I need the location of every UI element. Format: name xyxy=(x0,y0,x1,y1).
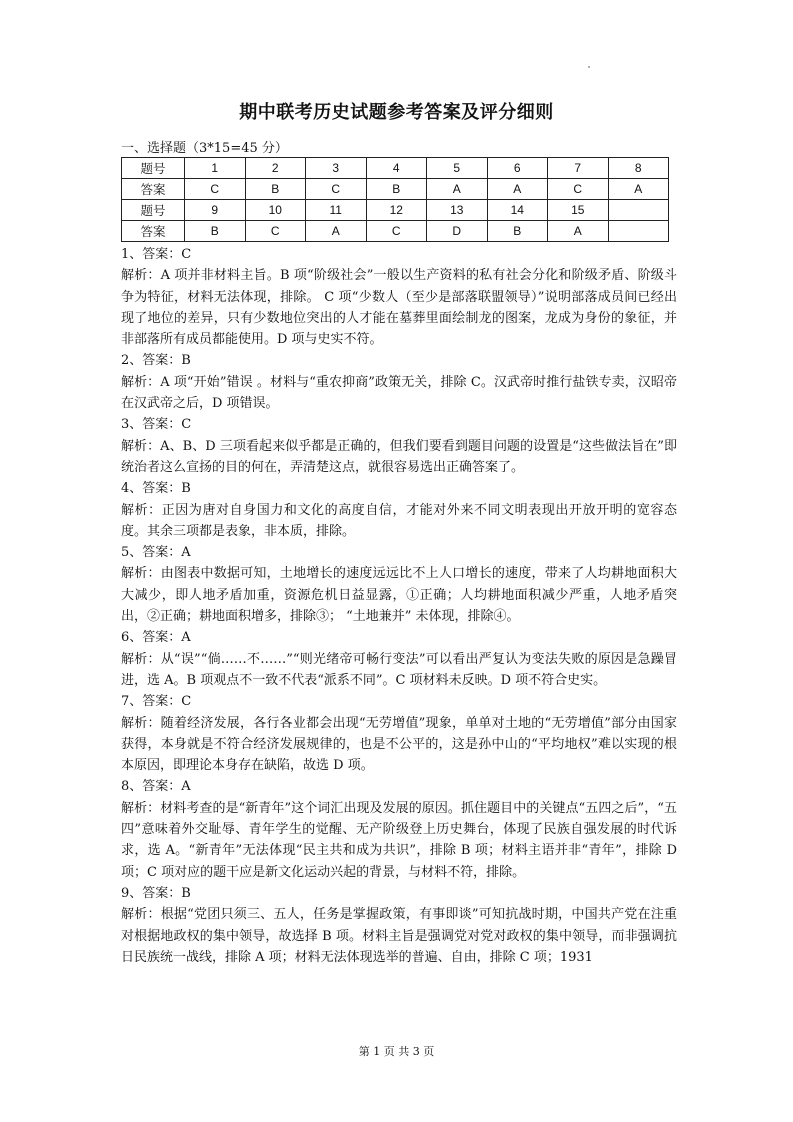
table-cell: 9 xyxy=(185,200,246,221)
table-cell: 12 xyxy=(366,200,427,221)
question-block xyxy=(121,350,677,414)
question-block xyxy=(121,691,677,776)
answer-line: 6、答案：A xyxy=(121,630,191,646)
explanation-text: 解析：根据“党团只须三、五人，任务是掌握政策，有事即谈”可知抗战时期，中国共产党在注重对根据地政权的集中领导，故选择 B 项。材料主旨是强调党对党对政权的集中领导，而非强调抗日民族统一战线，排除 A 项；材料无法体现选举的普遍、自由，排除 C 项；1931 xyxy=(121,907,677,965)
answer-line: 9、答案：B xyxy=(121,885,191,901)
table-row xyxy=(122,179,669,200)
table-row xyxy=(122,221,669,242)
table-cell: B xyxy=(487,221,548,242)
answer-table xyxy=(121,157,669,242)
table-cell xyxy=(608,221,669,242)
question-block xyxy=(121,542,677,627)
explanation-text: 解析：由图表中数据可知，土地增长的速度远远比不上人口增长的速度，带来了人均耕地面积大大减少，即人地矛盾加重，资源危机日益显露，①正确；人均耕地面积减少严重，人地矛盾突出，②正确；耕地面积增多，排除③； “土地兼并” 未体现，排除④。 xyxy=(121,566,677,625)
question-block xyxy=(121,244,677,350)
table-cell: 14 xyxy=(487,200,548,221)
table-row-label: 题号 xyxy=(122,200,185,221)
table-cell: 2 xyxy=(245,158,306,179)
table-cell: C xyxy=(366,221,427,242)
table-cell: 10 xyxy=(245,200,306,221)
table-row-label: 题号 xyxy=(122,158,185,179)
table-cell: C xyxy=(306,179,367,200)
table-cell: 8 xyxy=(608,158,669,179)
explanations xyxy=(121,244,677,968)
answer-line: 7、答案：C xyxy=(121,694,192,710)
explanation-text: 解析：A 项并非材料主旨。B 项“阶级社会”一般以生产资料的私有社会分化和阶级矛盾、阶级斗争为特征，材料无法体现，排除。 C 项“少数人（至少是部落联盟领导）”说明部落成员间已经出现了地位的差异，只有少数地位突出的人才能在墓葬里面绘制龙的图案，龙成为身份的象征，并非部落所有成员都能使用。D 项与史实不符。 xyxy=(121,268,677,348)
table-cell: 3 xyxy=(306,158,367,179)
table-cell: D xyxy=(427,221,488,242)
table-cell: A xyxy=(548,221,609,242)
section-heading: 一、选择题（3*15=45 分） xyxy=(121,141,288,156)
question-block xyxy=(121,776,677,882)
answer-line: 3、答案：C xyxy=(121,417,192,433)
table-row-label: 答案 xyxy=(122,179,185,200)
answer-line: 8、答案：A xyxy=(121,779,191,795)
table-cell: 15 xyxy=(548,200,609,221)
table-cell: 11 xyxy=(306,200,367,221)
explanation-text: 解析：正因为唐对自身国力和文化的高度自信，才能对外来不同文明表现出开放开明的宽容态度。其余三项都是表象，非本质，排除。 xyxy=(121,502,677,539)
question-block xyxy=(121,478,677,542)
table-row xyxy=(122,200,669,221)
scan-dot xyxy=(588,66,590,68)
answer-line: 1、答案：C xyxy=(121,247,192,262)
table-row-label: 答案 xyxy=(122,221,185,242)
table-row xyxy=(122,158,669,179)
table-cell: 6 xyxy=(487,158,548,179)
table-cell: A xyxy=(427,179,488,200)
answer-line: 2、答案：B xyxy=(121,353,191,369)
table-cell: 1 xyxy=(185,158,246,179)
explanation-text: 解析：A、B、D 三项看起来似乎都是正确的，但我们要看到题目问题的设置是“这些做法旨在”即统治者这么宣扬的目的何在，弄清楚这点，就很容易选出正确答案了。 xyxy=(121,438,677,475)
table-cell: 5 xyxy=(427,158,488,179)
table-cell: A xyxy=(608,179,669,200)
explanation-text: 解析：材料考查的是“新青年”这个词汇出现及发展的原因。抓住题目中的关键点“五四之后”，“五四”意味着外交耻辱、青年学生的觉醒、无产阶级登上历史舞台，体现了民族自强发展的时代诉求，选 A。“新青年”无法体现“民主共和成为共识”，排除 B 项；材料主语并非“青年”，排除 D 项；C 项对应的题干应是新文化运动兴起的背景，与材料不符，排除。 xyxy=(121,800,677,880)
question-block xyxy=(121,627,677,691)
explanation-text: 解析：从“误”“倘……不……”“则光绪帝可畅行变法”可以看出严复认为变法失败的原因是急躁冒进，选 A。B 项观点不一致不代表“派系不同”。C 项材料未反映。D 项不符合史实。 xyxy=(121,651,677,688)
page-footer: 第 1 页 共 3 页 xyxy=(358,1045,435,1058)
answer-line: 4、答案：B xyxy=(121,481,191,497)
table-cell: A xyxy=(487,179,548,200)
table-cell: C xyxy=(245,221,306,242)
question-block xyxy=(121,883,677,968)
table-cell: B xyxy=(185,221,246,242)
question-block xyxy=(121,414,677,478)
table-cell: B xyxy=(245,179,306,200)
explanation-text: 解析：随着经济发展，各行各业都会出现“无劳增值”现象，单单对土地的“无劳增值”部分由国家获得，本身就是不符合经济发展规律的，也是不公平的，这是孙中山的“平均地权”难以实现的根本原因，即理论本身存在缺陷，故选 D 项。 xyxy=(121,715,677,774)
explanation-text: 解析：A 项“开始”错误 。材料与“重农抑商”政策无关，排除 C。汉武帝时推行盐铁专卖，汉昭帝在汉武帝之后，D 项错误。 xyxy=(121,374,677,412)
table-cell: C xyxy=(548,179,609,200)
table-cell: 7 xyxy=(548,158,609,179)
answer-line: 5、答案：A xyxy=(121,545,191,561)
table-cell: B xyxy=(366,179,427,200)
table-cell: 4 xyxy=(366,158,427,179)
table-cell xyxy=(608,200,669,221)
table-cell: A xyxy=(306,221,367,242)
table-cell: 13 xyxy=(427,200,488,221)
page-title: 期中联考历史试题参考答案及评分细则 xyxy=(239,102,554,123)
table-cell: C xyxy=(185,179,246,200)
